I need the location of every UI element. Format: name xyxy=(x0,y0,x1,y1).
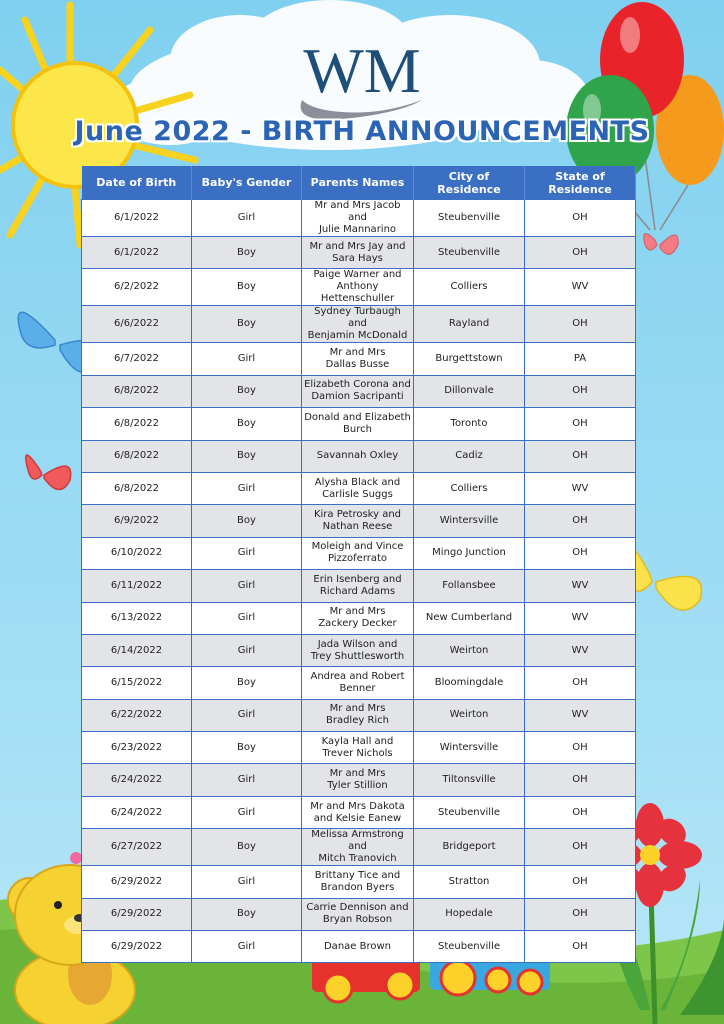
table-row xyxy=(82,472,636,504)
table-body xyxy=(82,200,636,963)
header-baby-gender: Baby's Gender xyxy=(192,166,302,200)
cell-date-of-birth: 6/27/2022 xyxy=(82,829,192,866)
parents-name-line: Mitch Tranovich xyxy=(318,853,397,865)
table-row xyxy=(82,440,636,472)
cell-baby-gender: Boy xyxy=(192,375,302,407)
cell-city-of-residence: Mingo Junction xyxy=(414,537,525,569)
parents-name-line: Paige Warner and xyxy=(313,269,402,281)
table-row xyxy=(82,200,636,237)
cell-parents-names xyxy=(302,343,414,375)
wm-logo xyxy=(262,30,462,120)
cell-state-of-residence: OH xyxy=(525,931,636,963)
cell-baby-gender: Girl xyxy=(192,570,302,602)
cell-state-of-residence: OH xyxy=(525,866,636,898)
cell-parents-names xyxy=(302,472,414,504)
table-row xyxy=(82,269,636,306)
cell-state-of-residence: OH xyxy=(525,200,636,237)
parents-name-line: Carrie Dennison and xyxy=(306,902,409,914)
parents-name-line: Richard Adams xyxy=(319,585,396,597)
table-row xyxy=(82,570,636,602)
cell-baby-gender: Boy xyxy=(192,408,302,440)
cell-date-of-birth: 6/8/2022 xyxy=(82,375,192,407)
parents-name-line: Kira Petrosky and xyxy=(313,509,402,521)
cell-baby-gender: Boy xyxy=(192,306,302,343)
parents-name-line: Trever Nichols xyxy=(322,747,393,759)
cell-parents-names xyxy=(302,667,414,699)
parents-name-line: and Kelsie Eanew xyxy=(313,812,402,824)
cell-baby-gender: Boy xyxy=(192,269,302,306)
cell-date-of-birth: 6/2/2022 xyxy=(82,269,192,306)
table-row xyxy=(82,634,636,666)
cell-city-of-residence: Steubenville xyxy=(414,796,525,828)
parents-name-line: Alysha Black and xyxy=(314,476,401,488)
header-city-of-residence: City of Residence xyxy=(414,166,525,200)
cell-city-of-residence: Steubenville xyxy=(414,237,525,269)
parents-name-line: Carlisle Suggs xyxy=(322,488,393,500)
parents-name-line: Brittany Tice and xyxy=(314,869,401,881)
cell-date-of-birth: 6/24/2022 xyxy=(82,796,192,828)
cell-state-of-residence: WV xyxy=(525,699,636,731)
table-row xyxy=(82,829,636,866)
cell-state-of-residence: OH xyxy=(525,440,636,472)
cell-parents-names xyxy=(302,440,414,472)
cell-baby-gender: Boy xyxy=(192,829,302,866)
parents-name-line: Trey Shuttlesworth xyxy=(310,650,405,662)
cell-date-of-birth: 6/10/2022 xyxy=(82,537,192,569)
cell-state-of-residence: WV xyxy=(525,634,636,666)
cell-state-of-residence: OH xyxy=(525,306,636,343)
cell-city-of-residence: Follansbee xyxy=(414,570,525,602)
cell-city-of-residence: Rayland xyxy=(414,306,525,343)
cell-baby-gender: Boy xyxy=(192,732,302,764)
cell-state-of-residence: OH xyxy=(525,537,636,569)
cell-state-of-residence: OH xyxy=(525,408,636,440)
cell-baby-gender: Girl xyxy=(192,796,302,828)
cell-date-of-birth: 6/29/2022 xyxy=(82,866,192,898)
parents-name-line: Sara Hays xyxy=(332,252,383,264)
cell-date-of-birth: 6/1/2022 xyxy=(82,200,192,237)
logo-text: WM xyxy=(303,35,421,106)
parents-name-line: Moleigh and Vince xyxy=(311,541,404,553)
parents-name-line: Andrea and Robert xyxy=(310,670,405,682)
cell-date-of-birth: 6/29/2022 xyxy=(82,931,192,963)
cell-baby-gender: Girl xyxy=(192,472,302,504)
cell-state-of-residence: WV xyxy=(525,602,636,634)
parents-name-line: Tyler Stillion xyxy=(327,780,388,792)
table-row xyxy=(82,898,636,930)
cell-city-of-residence: Wintersville xyxy=(414,732,525,764)
cell-parents-names xyxy=(302,306,414,343)
cell-parents-names xyxy=(302,764,414,796)
parents-name-line: Mr and Mrs Jacob and xyxy=(314,200,401,223)
parents-name-line: Mr and Mrs xyxy=(329,347,386,359)
parents-name-line: Kayla Hall and xyxy=(321,735,394,747)
table-row xyxy=(82,732,636,764)
parents-name-line: Nathan Reese xyxy=(322,521,393,533)
header-parents-names: Parents Names xyxy=(302,166,414,200)
table-header-row xyxy=(82,166,636,200)
cell-date-of-birth: 6/23/2022 xyxy=(82,732,192,764)
parents-name-line: Julie Mannarino xyxy=(318,224,397,235)
cell-parents-names xyxy=(302,505,414,537)
birth-announcements-table xyxy=(81,166,636,963)
cell-baby-gender: Girl xyxy=(192,200,302,237)
cell-parents-names xyxy=(302,931,414,963)
parents-name-line: Bradley Rich xyxy=(325,715,390,727)
cell-city-of-residence: Weirton xyxy=(414,699,525,731)
cell-date-of-birth: 6/8/2022 xyxy=(82,408,192,440)
table-row xyxy=(82,931,636,963)
cell-date-of-birth: 6/8/2022 xyxy=(82,440,192,472)
cell-state-of-residence: OH xyxy=(525,375,636,407)
parents-name-line: Savannah Oxley xyxy=(316,450,399,462)
table-row xyxy=(82,602,636,634)
cell-date-of-birth: 6/14/2022 xyxy=(82,634,192,666)
cell-city-of-residence: Burgettstown xyxy=(414,343,525,375)
cell-baby-gender: Girl xyxy=(192,931,302,963)
cell-baby-gender: Boy xyxy=(192,237,302,269)
table-row xyxy=(82,375,636,407)
cell-parents-names xyxy=(302,634,414,666)
cell-parents-names xyxy=(302,269,414,306)
table-row xyxy=(82,764,636,796)
cell-parents-names xyxy=(302,829,414,866)
parents-name-line: Sydney Turbaugh and xyxy=(314,306,401,330)
cell-state-of-residence: OH xyxy=(525,667,636,699)
cell-parents-names xyxy=(302,237,414,269)
cell-date-of-birth: 6/13/2022 xyxy=(82,602,192,634)
cell-parents-names xyxy=(302,866,414,898)
cell-baby-gender: Boy xyxy=(192,667,302,699)
cell-state-of-residence: WV xyxy=(525,269,636,306)
cell-state-of-residence: WV xyxy=(525,472,636,504)
cell-date-of-birth: 6/9/2022 xyxy=(82,505,192,537)
cell-city-of-residence: Bridgeport xyxy=(414,829,525,866)
cell-state-of-residence: OH xyxy=(525,237,636,269)
table-row xyxy=(82,343,636,375)
cell-date-of-birth: 6/11/2022 xyxy=(82,570,192,602)
cell-date-of-birth: 6/24/2022 xyxy=(82,764,192,796)
parents-name-line: Elizabeth Corona and xyxy=(304,379,411,391)
table-row xyxy=(82,505,636,537)
parents-name-line: Mr and Mrs xyxy=(329,703,386,715)
cell-state-of-residence: OH xyxy=(525,764,636,796)
cell-city-of-residence: Colliers xyxy=(414,472,525,504)
cell-city-of-residence: Colliers xyxy=(414,269,525,306)
cell-date-of-birth: 6/7/2022 xyxy=(82,343,192,375)
cell-baby-gender: Boy xyxy=(192,505,302,537)
cell-city-of-residence: Weirton xyxy=(414,634,525,666)
cell-state-of-residence: WV xyxy=(525,570,636,602)
parents-name-line: Erin Isenberg and xyxy=(313,573,402,585)
cell-date-of-birth: 6/8/2022 xyxy=(82,472,192,504)
cell-baby-gender: Girl xyxy=(192,699,302,731)
cell-city-of-residence: Cadiz xyxy=(414,440,525,472)
parents-name-line: Donald and Elizabeth xyxy=(304,411,411,423)
cell-baby-gender: Girl xyxy=(192,343,302,375)
table-row xyxy=(82,796,636,828)
cell-state-of-residence: OH xyxy=(525,898,636,930)
table-row xyxy=(82,306,636,343)
parents-name-line: Zackery Decker xyxy=(318,618,397,630)
cell-parents-names xyxy=(302,732,414,764)
cell-city-of-residence: Dillonvale xyxy=(414,375,525,407)
parents-name-line: Mr and Mrs xyxy=(329,606,386,618)
parents-name-line: Danae Brown xyxy=(323,940,391,952)
cell-baby-gender: Boy xyxy=(192,898,302,930)
cell-parents-names xyxy=(302,200,414,237)
cell-city-of-residence: Stratton xyxy=(414,866,525,898)
table-row xyxy=(82,667,636,699)
cell-baby-gender: Girl xyxy=(192,537,302,569)
parents-name-line: Jada Wilson and xyxy=(317,638,398,650)
parents-name-line: Dallas Busse xyxy=(325,359,390,371)
cell-baby-gender: Boy xyxy=(192,440,302,472)
cell-baby-gender: Girl xyxy=(192,764,302,796)
parents-name-line: Pizzoferrato xyxy=(327,553,388,565)
cell-city-of-residence: Hopedale xyxy=(414,898,525,930)
cell-city-of-residence: Toronto xyxy=(414,408,525,440)
cell-parents-names xyxy=(302,570,414,602)
cell-date-of-birth: 6/15/2022 xyxy=(82,667,192,699)
cell-city-of-residence: Steubenville xyxy=(414,200,525,237)
parents-name-line: Brandon Byers xyxy=(320,881,395,893)
cell-city-of-residence: Wintersville xyxy=(414,505,525,537)
parents-name-line: Mr and Mrs Dakota xyxy=(310,800,405,812)
parents-name-line: Benner xyxy=(339,682,376,694)
cell-state-of-residence: OH xyxy=(525,732,636,764)
header-date-of-birth: Date of Birth xyxy=(82,166,192,200)
cell-baby-gender: Girl xyxy=(192,866,302,898)
parents-name-line: Damion Sacripanti xyxy=(311,391,404,403)
cell-state-of-residence: OH xyxy=(525,505,636,537)
cell-parents-names xyxy=(302,898,414,930)
table-row xyxy=(82,408,636,440)
table-row xyxy=(82,237,636,269)
cell-city-of-residence: Bloomingdale xyxy=(414,667,525,699)
cell-state-of-residence: PA xyxy=(525,343,636,375)
cell-parents-names xyxy=(302,796,414,828)
cell-date-of-birth: 6/1/2022 xyxy=(82,237,192,269)
parents-name-line: Burch xyxy=(343,423,372,435)
cell-state-of-residence: OH xyxy=(525,796,636,828)
parents-name-line: Mr and Mrs Jay and xyxy=(309,240,406,252)
cell-city-of-residence: Tiltonsville xyxy=(414,764,525,796)
table-row xyxy=(82,866,636,898)
cell-parents-names xyxy=(302,375,414,407)
parents-name-line: Bryan Robson xyxy=(322,914,393,926)
table-row xyxy=(82,699,636,731)
cell-state-of-residence: OH xyxy=(525,829,636,866)
parents-name-line: Anthony Hettenschuller xyxy=(320,281,395,305)
cell-city-of-residence: New Cumberland xyxy=(414,602,525,634)
cell-parents-names xyxy=(302,408,414,440)
table-row xyxy=(82,537,636,569)
cell-date-of-birth: 6/29/2022 xyxy=(82,898,192,930)
cell-city-of-residence: Steubenville xyxy=(414,931,525,963)
parents-name-line: Benjamin McDonald xyxy=(307,330,408,342)
cell-parents-names xyxy=(302,699,414,731)
parents-name-line: Mr and Mrs xyxy=(329,768,386,780)
header-state-of-residence: State of Residence xyxy=(525,166,636,200)
cell-date-of-birth: 6/22/2022 xyxy=(82,699,192,731)
cell-baby-gender: Girl xyxy=(192,634,302,666)
cell-baby-gender: Girl xyxy=(192,602,302,634)
parents-name-line: Melissa Armstrong and xyxy=(311,829,404,853)
cell-date-of-birth: 6/6/2022 xyxy=(82,306,192,343)
page-title: June 2022 - BIRTH ANNOUNCEMENTS xyxy=(74,116,650,147)
cell-parents-names xyxy=(302,537,414,569)
cell-parents-names xyxy=(302,602,414,634)
